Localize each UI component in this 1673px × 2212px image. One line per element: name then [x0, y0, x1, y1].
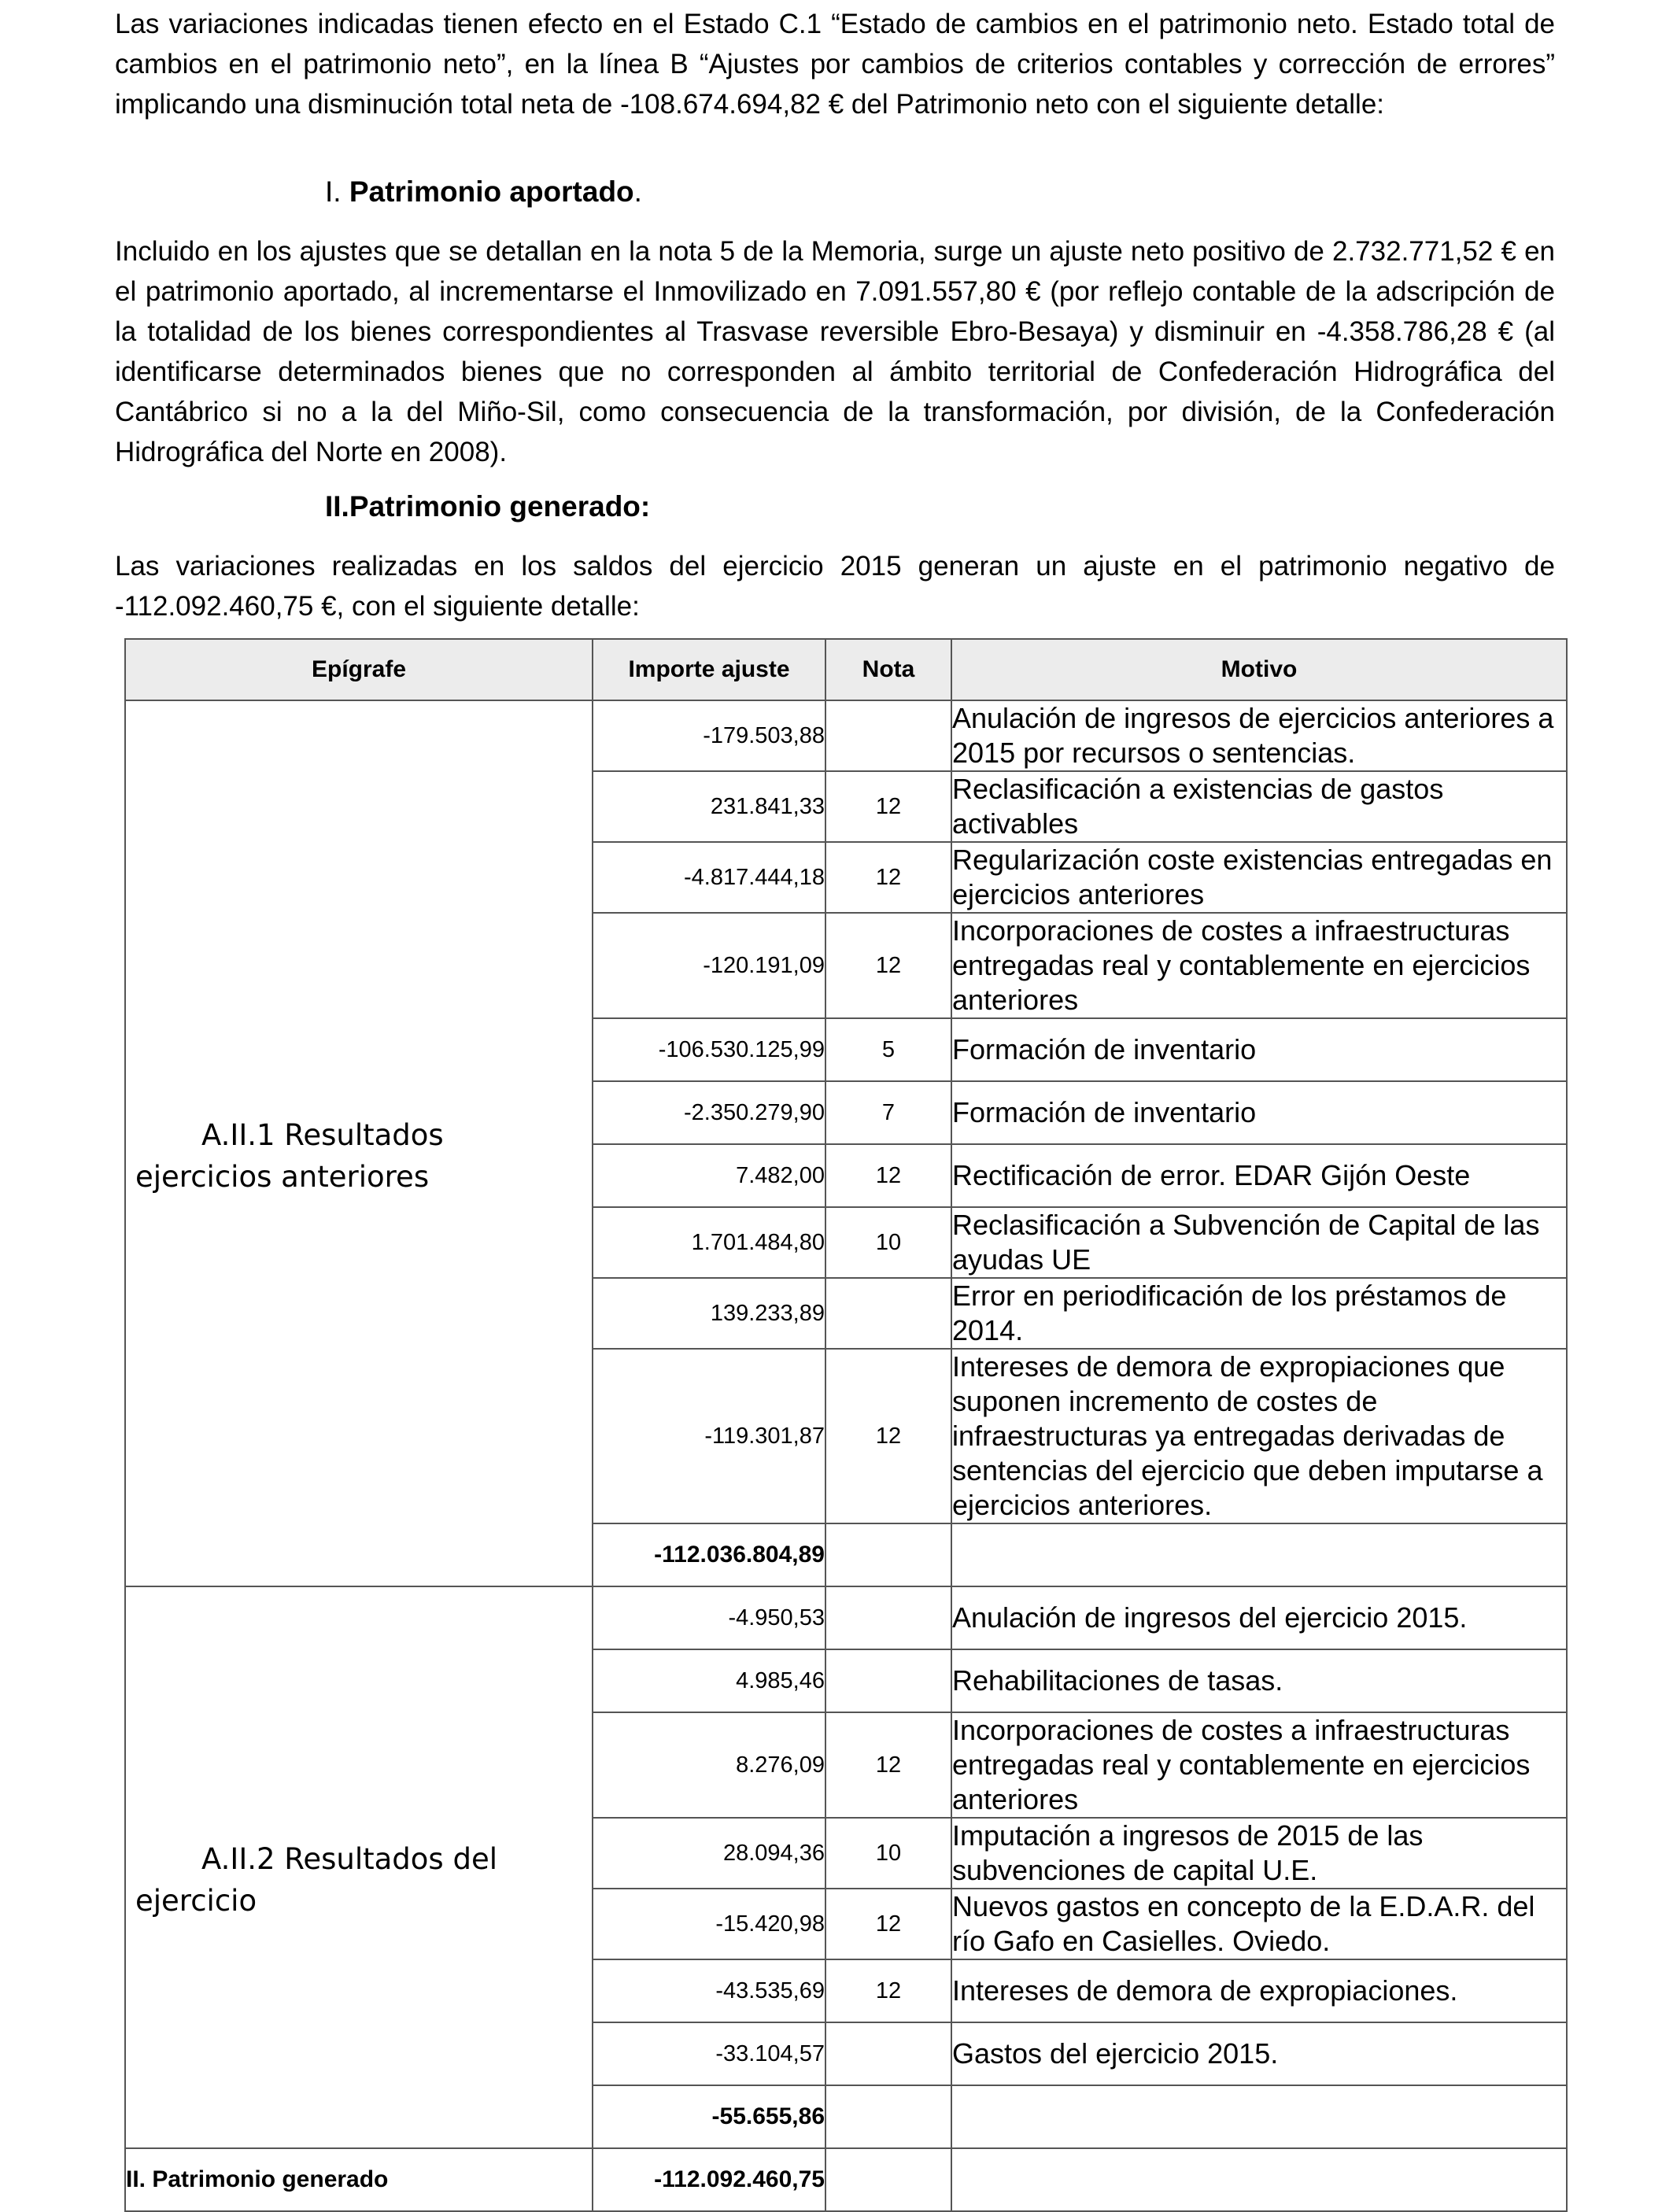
nota-cell: 12 [825, 1959, 951, 2022]
importe-cell: 1.701.484,80 [593, 1207, 825, 1278]
importe-cell: -4.817.444,18 [593, 842, 825, 913]
importe-cell: 7.482,00 [593, 1144, 825, 1207]
header-epigrafe: Epígrafe [125, 639, 593, 700]
nota-cell: 12 [825, 1712, 951, 1818]
subtotal-importe: -55.655,86 [593, 2085, 825, 2148]
nota-cell: 12 [825, 842, 951, 913]
motivo-cell: Reclasificación a existencias de gastos activables [951, 771, 1567, 842]
motivo-cell: Reclasificación a Subvención de Capital de las ayudas UE [951, 1207, 1567, 1278]
motivo-cell: Anulación de ingresos de ejercicios anteriores a 2015 por recursos o sentencias. [951, 700, 1567, 771]
section-heading-patrimonio-generado [325, 488, 650, 526]
motivo-cell: Nuevos gastos en concepto de la E.D.A.R. del río Gafo en Casielles. Oviedo. [951, 1889, 1567, 1959]
table-row [125, 700, 1567, 771]
motivo-cell: Intereses de demora de expropiaciones. [951, 1959, 1567, 2022]
total-empty [825, 2148, 951, 2211]
nota-cell: 12 [825, 1349, 951, 1523]
total-empty [951, 2148, 1567, 2211]
importe-cell: -33.104,57 [593, 2022, 825, 2085]
motivo-cell: Regularización coste existencias entregadas en ejercicios anteriores [951, 842, 1567, 913]
importe-cell: -119.301,87 [593, 1349, 825, 1523]
section-heading-patrimonio-aportado [325, 173, 642, 211]
motivo-cell: Error en periodificación de los préstamos de 2014. [951, 1278, 1567, 1349]
epigrafe-cell [125, 1586, 593, 2148]
subtotal-motivo [951, 2085, 1567, 2148]
motivo-cell: Imputación a ingresos de 2015 de las subvenciones de capital U.E. [951, 1818, 1567, 1889]
header-motivo: Motivo [951, 639, 1567, 700]
importe-cell: -106.530.125,99 [593, 1018, 825, 1081]
importe-cell: -2.350.279,90 [593, 1081, 825, 1144]
epigrafe-label: A.II.2 Resultados del ejercicio [135, 1842, 497, 1918]
importe-cell: -43.535,69 [593, 1959, 825, 2022]
intro-paragraph: Las variaciones indicadas tienen efecto en el Estado C.1 “Estado de cambios en el patrimonio neto. Estado total de cambios en el patrimonio neto”, en la línea B “Ajustes por cambios de criterios contables y corrección de errores” implicando una disminución total neta de -108.674.694,82 € del Patrimonio neto con el siguiente detalle: [115, 9, 1555, 120]
nota-cell: 10 [825, 1818, 951, 1889]
nota-cell [825, 1278, 951, 1349]
section-title: II.Patrimonio generado: [325, 490, 651, 523]
importe-cell: 4.985,46 [593, 1649, 825, 1712]
table-row [125, 1586, 1567, 1649]
nota-cell: 7 [825, 1081, 951, 1144]
nota-cell [825, 700, 951, 771]
importe-cell: -120.191,09 [593, 913, 825, 1018]
subtotal-importe: -112.036.804,89 [593, 1523, 825, 1586]
motivo-cell: Incorporaciones de costes a infraestructuras entregadas real y contablemente en ejercicios anteriores [951, 913, 1567, 1018]
importe-cell: 8.276,09 [593, 1712, 825, 1818]
nota-cell [825, 1586, 951, 1649]
nota-cell [825, 2022, 951, 2085]
motivo-cell: Formación de inventario [951, 1018, 1567, 1081]
total-label: II. Patrimonio generado [125, 2148, 593, 2211]
motivo-cell: Incorporaciones de costes a infraestructuras entregadas real y contablemente en ejercicios anteriores [951, 1712, 1567, 1818]
section-title: Patrimonio aportado [349, 175, 634, 208]
header-importe: Importe ajuste [593, 639, 825, 700]
nota-cell: 12 [825, 1889, 951, 1959]
patrimonio-aportado-paragraph: Incluido en los ajustes que se detallan en la nota 5 de la Memoria, surge un ajuste neto positivo de 2.732.771,52 € en el patrimonio aportado, al incrementarse el Inmovilizado en 7.091.557,80 € (por reflejo contable de la adscripción de la totalidad de los bienes correspondientes al Trasvase reversible Ebro-Besaya) y disminuir en -4.358.786,28 € (al identificarse determinados bienes que no corresponden al ámbito territorial de Confederación Hidrográfica del Cantábrico si no a la del Miño-Sil, como consecuencia de la transformación, por división, de la Confederación Hidrográfica del Norte en 2008). [115, 236, 1555, 467]
epigrafe-cell [125, 700, 593, 1586]
total-importe: -112.092.460,75 [593, 2148, 825, 2211]
section-numeral: I. [325, 175, 342, 208]
motivo-cell: Anulación de ingresos del ejercicio 2015. [951, 1586, 1567, 1649]
importe-cell: 139.233,89 [593, 1278, 825, 1349]
motivo-cell: Gastos del ejercicio 2015. [951, 2022, 1567, 2085]
motivo-cell: Formación de inventario [951, 1081, 1567, 1144]
adjustments-table [124, 638, 1568, 2212]
nota-cell: 12 [825, 1144, 951, 1207]
importe-cell: 231.841,33 [593, 771, 825, 842]
subtotal-motivo [951, 1523, 1567, 1586]
motivo-cell: Rehabilitaciones de tasas. [951, 1649, 1567, 1712]
table-header-row [125, 639, 1567, 700]
epigrafe-label: A.II.1 Resultados ejercicios anteriores [135, 1118, 444, 1194]
total-row [125, 2148, 1567, 2211]
subtotal-nota [825, 1523, 951, 1586]
nota-cell: 10 [825, 1207, 951, 1278]
patrimonio-generado-paragraph: Las variaciones realizadas en los saldos del ejercicio 2015 generan un ajuste en el patrimonio negativo de -112.092.460,75 €, con el siguiente detalle: [115, 551, 1555, 622]
header-nota: Nota [825, 639, 951, 700]
section-title-suffix: . [633, 175, 642, 208]
nota-cell [825, 1649, 951, 1712]
subtotal-nota [825, 2085, 951, 2148]
importe-cell: -179.503,88 [593, 700, 825, 771]
nota-cell: 12 [825, 913, 951, 1018]
importe-cell: -15.420,98 [593, 1889, 825, 1959]
nota-cell: 5 [825, 1018, 951, 1081]
importe-cell: 28.094,36 [593, 1818, 825, 1889]
motivo-cell: Intereses de demora de expropiaciones que suponen incremento de costes de infraestructuras ya entregadas derivadas de sentencias del ejercicio que deben imputarse a ejercicios anteriores. [951, 1349, 1567, 1523]
motivo-cell: Rectificación de error. EDAR Gijón Oeste [951, 1144, 1567, 1207]
nota-cell: 12 [825, 771, 951, 842]
importe-cell: -4.950,53 [593, 1586, 825, 1649]
